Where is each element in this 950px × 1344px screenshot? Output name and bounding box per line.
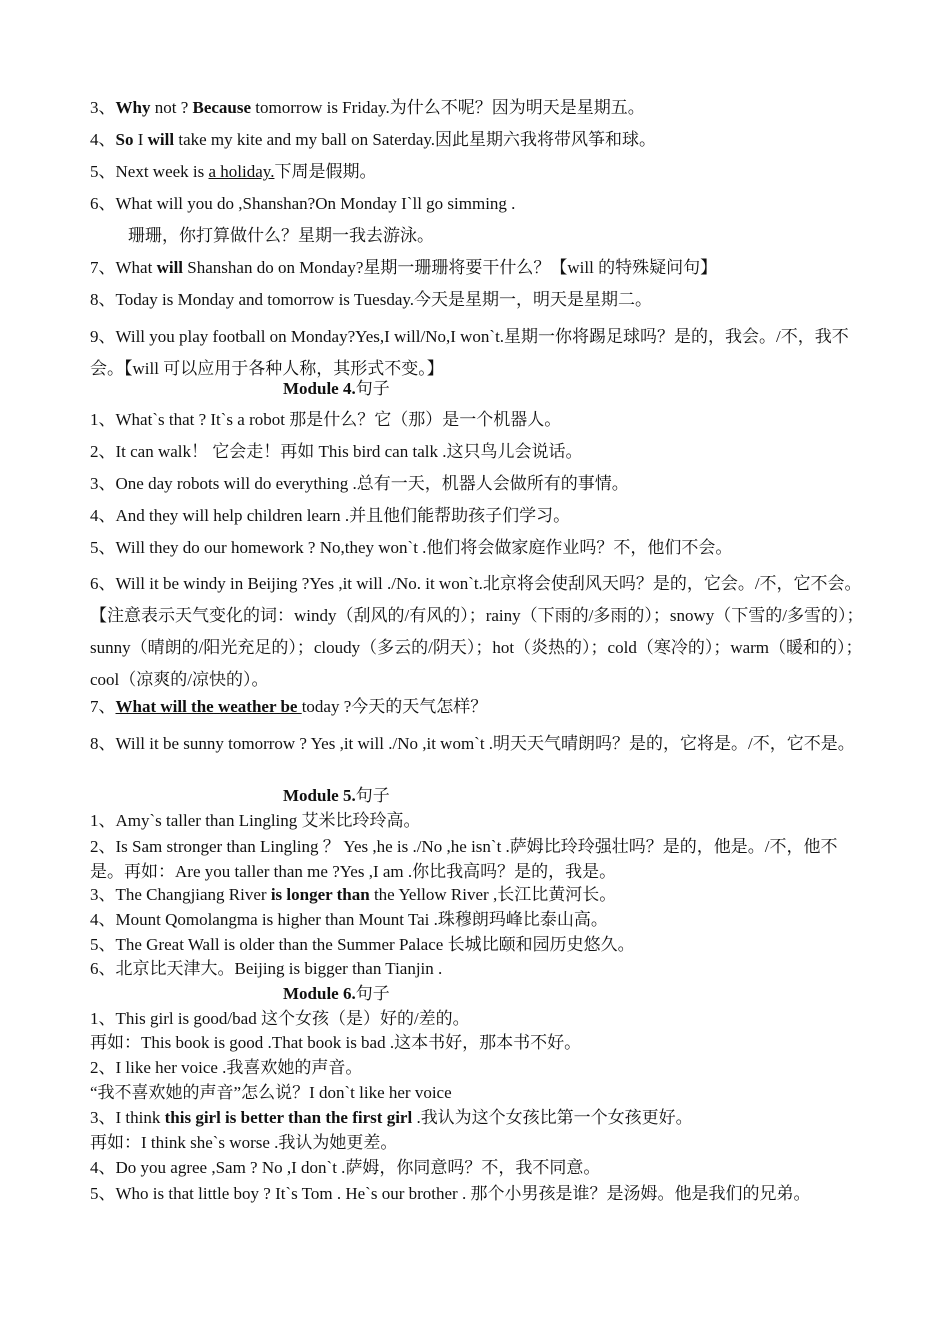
m3-sentence-6-translation: 珊珊，你打算做什么？星期一我去游泳。 bbox=[128, 226, 434, 245]
m6-sentence-3: 3、I think this girl is better than the first girl .我认为这个女孩比第一个女孩更好。 bbox=[90, 1108, 693, 1127]
m4-sentence-6: 6、Will it be windy in Beijing ?Yes ,it will ./No. it won`t.北京将会使刮风天吗？是的，它会。/不，它不会。【注意表示天气变化的词：windy（刮风的/有风的）；rainy（下雨的/多雨的）；snowy（下雪的/多雪的）；sunny（晴朗的/阳光充足的）；cloudy（多云的/阴天）；hot（炎热的）；cold（寒冷的）；warm（暖和的）；cool（凉爽的/凉快的）。 bbox=[90, 574, 864, 689]
m5-sentence-1: 1、Amy`s taller than Lingling 艾米比玲玲高。 bbox=[90, 811, 421, 830]
m6-sentence-3-example: 再如：I think she`s worse .我认为她更差。 bbox=[90, 1133, 398, 1152]
m5-sentence-2: 2、Is Sam stronger than Lingling ？ Yes ,he is ./No ,he isn`t .萨姆比玲玲强壮吗？是的，他是。/不，他不是。再如：Are you taller than me ?Yes ,I am .你比我高吗？是的，我是。 bbox=[90, 837, 838, 881]
m6-sentence-1: 1、This girl is good/bad 这个女孩（是）好的/差的。 bbox=[90, 1009, 470, 1028]
m5-sentence-4: 4、Mount Qomolangma is higher than Mount Tai .珠穆朗玛峰比泰山高。 bbox=[90, 910, 608, 929]
m4-sentence-5: 5、Will they do our homework ? No,they won`t .他们将会做家庭作业吗？不，他们不会。 bbox=[90, 538, 733, 557]
m3-sentence-8: 8、Today is Monday and tomorrow is Tuesday.今天是星期一，明天是星期二。 bbox=[90, 290, 653, 309]
m3-sentence-4: 4、So I will take my kite and my ball on Saterday.因此星期六我将带风筝和球。 bbox=[90, 130, 657, 149]
m4-sentence-7: 7、What will the weather be today ?今天的天气怎样？ bbox=[90, 697, 488, 716]
m4-sentence-4: 4、And they will help children learn .并且他们能帮助孩子们学习。 bbox=[90, 506, 571, 525]
m4-sentence-3: 3、One day robots will do everything .总有一天，机器人会做所有的事情。 bbox=[90, 474, 629, 493]
module-6-heading: Module 6.句子 bbox=[283, 984, 390, 1003]
m5-sentence-3: 3、The Changjiang River is longer than the Yellow River ,长江比黄河长。 bbox=[90, 885, 617, 904]
m6-sentence-4: 4、Do you agree ,Sam ? No ,I don`t .萨姆，你同意吗？不，我不同意。 bbox=[90, 1158, 601, 1177]
m4-sentence-1: 1、What`s that ? It`s a robot 那是什么？它（那）是一个机器人。 bbox=[90, 410, 562, 429]
m5-sentence-6: 6、北京比天津大。Beijing is bigger than Tianjin . bbox=[90, 959, 443, 978]
m4-sentence-8: 8、Will it be sunny tomorrow ? Yes ,it will ./No ,it wom`t .明天天气晴朗吗？是的，它将是。/不，它不是。 bbox=[90, 734, 855, 753]
m6-sentence-1-example: 再如：This book is good .That book is bad .这本书好，那本书不好。 bbox=[90, 1033, 582, 1052]
m5-sentence-5: 5、The Great Wall is older than the Summer Palace 长城比颐和园历史悠久。 bbox=[90, 935, 635, 954]
m3-sentence-5: 5、Next week is a holiday.下周是假期。 bbox=[90, 162, 377, 181]
m6-sentence-5: 5、Who is that little boy ? It`s Tom . He`s our brother . 那个小男孩是谁？是汤姆。他是我们的兄弟。 bbox=[90, 1184, 811, 1203]
m3-sentence-6: 6、What will you do ,Shanshan?On Monday I`ll go simming . bbox=[90, 194, 516, 213]
module-5-heading: Module 5.句子 bbox=[283, 786, 390, 805]
m3-sentence-9: 9、Will you play football on Monday?Yes,I will/No,I won`t.星期一你将踢足球吗？是的，我会。/不，我不会。【will 可以应用于各种人称，其形式不变。】 bbox=[90, 327, 849, 378]
m6-sentence-2-question: “我不喜欢她的声音”怎么说？I don`t like her voice bbox=[90, 1083, 452, 1102]
m4-sentence-2: 2、It can walk！ 它会走！再如 This bird can talk .这只鸟儿会说话。 bbox=[90, 442, 583, 461]
m3-sentence-3: 3、Why not ? Because tomorrow is Friday.为什么不呢？因为明天是星期五。 bbox=[90, 98, 645, 117]
m6-sentence-2: 2、I like her voice .我喜欢她的声音。 bbox=[90, 1058, 363, 1077]
module-4-heading: Module 4.句子 bbox=[283, 379, 390, 398]
m3-sentence-7: 7、What will Shanshan do on Monday?星期一珊珊将要干什么？【will 的特殊疑问句】 bbox=[90, 258, 718, 277]
